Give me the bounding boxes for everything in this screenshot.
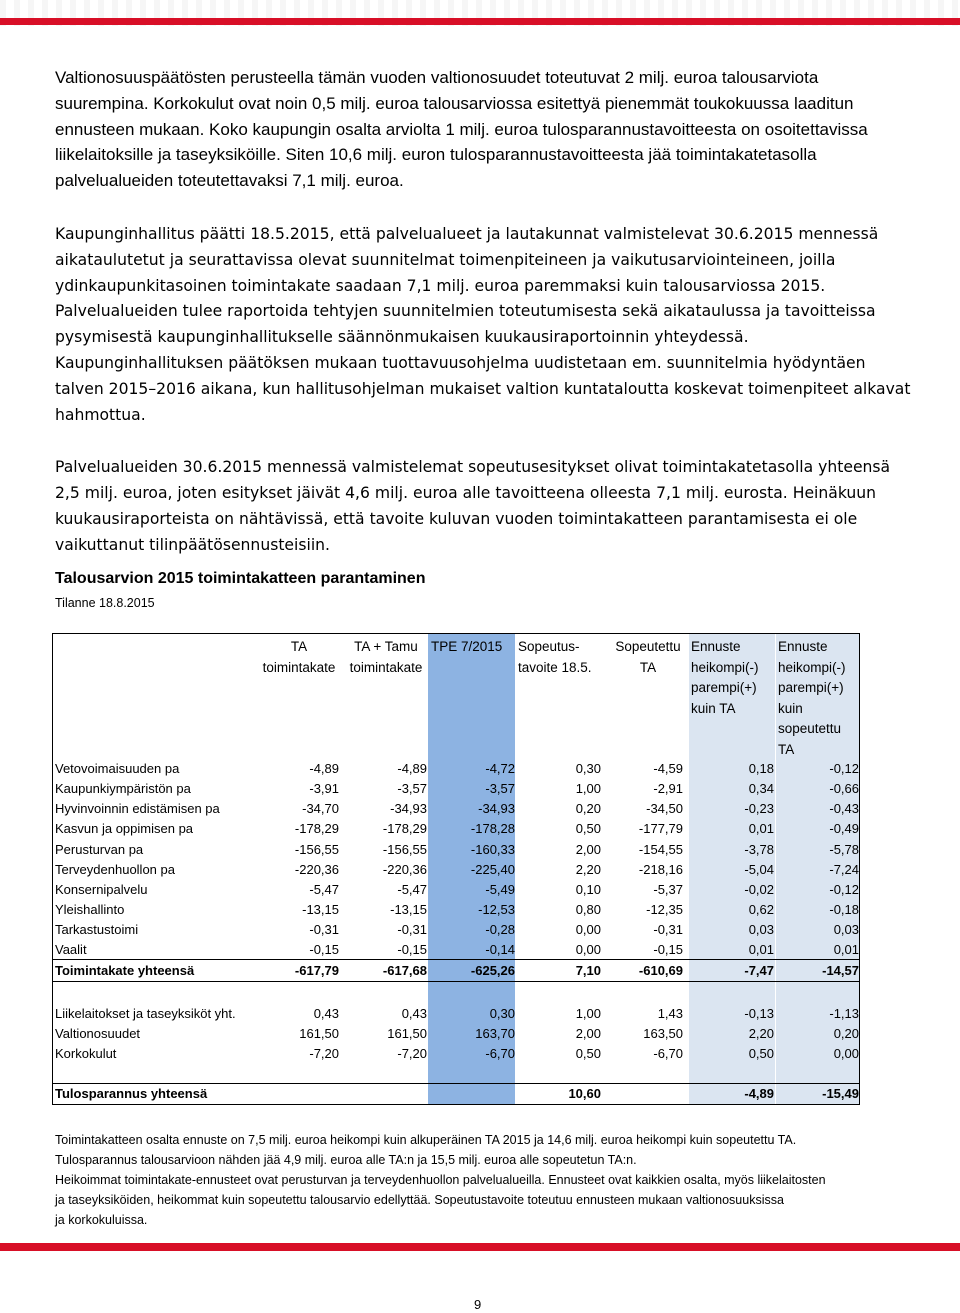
cell-value: -13,15 xyxy=(390,902,427,917)
cell-value: -1,13 xyxy=(829,1006,859,1021)
cell-value: 0,03 xyxy=(833,922,859,937)
table-subtitle: Tilanne 18.8.2015 xyxy=(55,596,155,610)
cell-value: 0,43 xyxy=(401,1006,427,1021)
note-line: Heikoimmat toimintakate-ennusteet ovat perusturvan ja terveydenhuollon palvelualueilla. Ennusteet ovat kaikkien osalta, myös liikelaitosten xyxy=(55,1173,826,1187)
footer-red-stripe xyxy=(0,1243,960,1251)
cell-value: 10,60 xyxy=(568,1086,601,1101)
total-top-line xyxy=(53,959,253,960)
grand-total-row xyxy=(53,1084,859,1104)
column-header-line: Sopeutus- xyxy=(518,639,580,654)
cell-value: -0,43 xyxy=(829,801,859,816)
row-label: Vetovoimaisuuden pa xyxy=(55,761,180,776)
note-line: ja korkokuluissa. xyxy=(55,1213,148,1227)
cell-value: -154,55 xyxy=(638,842,683,857)
cell-value: -13,15 xyxy=(302,902,339,917)
row-label: Toimintakate yhteensä xyxy=(55,963,195,978)
cell-value: -5,47 xyxy=(397,882,427,897)
cell-value: -3,57 xyxy=(485,781,515,796)
table-row xyxy=(53,819,859,839)
header-red-stripe xyxy=(0,18,960,25)
cell-value: 0,50 xyxy=(575,821,601,836)
row-label: Tarkastustoimi xyxy=(55,922,139,937)
row-label: Terveydenhuollon pa xyxy=(55,862,175,877)
cell-value: -160,33 xyxy=(470,842,515,857)
cell-value: -220,36 xyxy=(294,862,339,877)
table-row xyxy=(53,1004,859,1024)
cell-value: -5,49 xyxy=(485,882,515,897)
cell-value: -220,36 xyxy=(382,862,427,877)
cell-value: 0,03 xyxy=(748,922,774,937)
table-row xyxy=(53,940,859,960)
row-label: Tulosparannus yhteensä xyxy=(55,1086,208,1101)
cell-value: -0,13 xyxy=(744,1006,774,1021)
cell-value: -6,70 xyxy=(485,1046,515,1061)
column-header-line: sopeutettu xyxy=(778,721,842,736)
cell-value: 0,30 xyxy=(575,761,601,776)
cell-value: -4,59 xyxy=(653,761,683,776)
cell-value: 2,00 xyxy=(575,842,601,857)
cell-value: 0,34 xyxy=(748,781,774,796)
cell-value: -0,15 xyxy=(397,942,427,957)
cell-value: 0,50 xyxy=(575,1046,601,1061)
table-row xyxy=(53,880,859,900)
column-header-line: kuin TA xyxy=(691,700,736,716)
column-header-line: kuin xyxy=(778,700,803,716)
cell-value: -34,93 xyxy=(390,801,427,816)
cell-value: -0,28 xyxy=(485,922,515,937)
paragraph-sopeutusesitykset: Palvelualueiden 30.6.2015 mennessä valmistelemat sopeutusesitykset olivat toimintakatetasolla yhteensä 2,5 milj. euroa, joten esitykset jäivät 4,6 milj. euroa alle tavoitteena olleesta 7,1 milj. eurosta. Heinäkuun kuukausiraporteista on nähtävissä, että tavoite kuluvan vuoden toimintakatteen parantamisesta ei ole vaikuttanut tilinpäätösennusteisiin. xyxy=(55,458,891,554)
cell-value: 0,80 xyxy=(575,902,601,917)
table-notes xyxy=(55,1130,955,1230)
column-header-line: TA xyxy=(290,639,308,654)
cell-value: -5,78 xyxy=(829,842,859,857)
table-row xyxy=(53,920,859,940)
cell-value: 1,43 xyxy=(657,1006,683,1021)
cell-value: -178,29 xyxy=(294,821,339,836)
cell-value: -5,47 xyxy=(309,882,339,897)
cell-value: -225,40 xyxy=(470,862,515,877)
cell-value: -0,14 xyxy=(485,942,515,957)
cell-value: -178,28 xyxy=(470,821,515,836)
column-header-line: Ennuste xyxy=(778,639,828,654)
cell-value: -7,20 xyxy=(397,1046,427,1061)
table-row xyxy=(53,1024,859,1044)
paragraph-valtionosuudet: Valtionosuuspäätösten perusteella tämän vuoden valtionosuudet toteutuvat 2 milj. euroa talousarviota suurempina. Korkokulut ovat noin 0,5 milj. euroa talousarviossa esitettyä pienemmät toukokuussa laaditun ennusteen mukaan. Koko kaupungin osalta arviolta 1 milj. euroa tulosparannustavoitteesta on osoitettavissa liikelaitoksille ja taseyksiköille. Siten 10,6 milj. euron tulosparannustavoitteesta jää toimintakatetasolla palvelualueiden toteutettavaksi 7,1 milj. euroa. xyxy=(55,68,868,191)
cell-value: -34,50 xyxy=(646,801,683,816)
cell-value: -4,72 xyxy=(485,761,515,776)
cell-value: -218,16 xyxy=(638,862,683,877)
cell-value: -0,31 xyxy=(653,922,683,937)
note-line: Toimintakatteen osalta ennuste on 7,5 milj. euroa heikompi kuin alkuperäinen TA 2015 ja 14,6 milj. euroa heikompi kuin sopeutettu TA. xyxy=(55,1133,797,1147)
cell-value: -610,69 xyxy=(638,963,683,978)
table-row xyxy=(53,860,859,880)
row-label: Perusturvan pa xyxy=(55,842,144,857)
column-header xyxy=(778,637,862,760)
cell-value: -0,15 xyxy=(653,942,683,957)
row-label: Liikelaitokset ja taseyksiköt yht. xyxy=(55,1006,236,1021)
cell-value: -0,12 xyxy=(829,761,859,776)
cell-value: 0,00 xyxy=(575,942,601,957)
cell-value: 1,00 xyxy=(575,781,601,796)
cell-value: -4,89 xyxy=(397,761,427,776)
cell-value: -34,93 xyxy=(478,801,515,816)
cell-value: -177,79 xyxy=(638,821,683,836)
cell-value: -178,29 xyxy=(382,821,427,836)
cell-value: -156,55 xyxy=(294,842,339,857)
cell-value: -0,49 xyxy=(829,821,859,836)
cell-value: -12,35 xyxy=(646,902,683,917)
cell-value: 0,50 xyxy=(748,1046,774,1061)
cell-value: 2,00 xyxy=(575,1026,601,1041)
column-header xyxy=(255,637,343,678)
column-header-line: heikompi(-) xyxy=(691,659,759,675)
table-title: Talousarvion 2015 toimintakatteen parantaminen xyxy=(55,570,426,587)
page-number: 9 xyxy=(474,1297,482,1312)
cell-value: 161,50 xyxy=(299,1026,339,1041)
cell-value: 0,62 xyxy=(748,902,774,917)
row-label: Kaupunkiympäristön pa xyxy=(55,781,191,796)
column-header-line: parempi(+) xyxy=(691,680,757,695)
table-row xyxy=(53,840,859,860)
cell-value: -5,37 xyxy=(653,882,683,897)
cell-value: -617,79 xyxy=(294,963,339,978)
total-row xyxy=(53,961,859,981)
cell-value: -7,47 xyxy=(744,963,774,978)
cell-value: -0,15 xyxy=(309,942,339,957)
table-row xyxy=(53,759,859,779)
cell-value: -6,70 xyxy=(653,1046,683,1061)
cell-value: 161,50 xyxy=(387,1026,427,1041)
column-header-line: Ennuste xyxy=(691,639,741,654)
cell-value: -3,91 xyxy=(309,781,339,796)
cell-value: -3,57 xyxy=(397,781,427,796)
cell-value: -7,24 xyxy=(829,862,859,877)
cell-value: -0,31 xyxy=(397,922,427,937)
column-header xyxy=(518,637,602,678)
cell-value: 0,01 xyxy=(748,821,774,836)
column-header-line: toimintakate xyxy=(262,659,336,675)
column-header-line: parempi(+) xyxy=(778,680,844,695)
column-header-line: Sopeutettu xyxy=(615,639,681,654)
cell-value: 0,20 xyxy=(575,801,601,816)
cell-value: -4,89 xyxy=(309,761,339,776)
cell-value: 2,20 xyxy=(748,1026,774,1041)
column-header-line: tavoite 18.5. xyxy=(518,659,592,675)
cell-value: -15,49 xyxy=(822,1086,859,1101)
row-label: Konsernipalvelu xyxy=(55,882,148,897)
cell-value: 0,01 xyxy=(748,942,774,957)
cell-value: 0,00 xyxy=(833,1046,859,1061)
cell-value: 7,10 xyxy=(575,963,601,978)
cell-value: -0,23 xyxy=(744,801,774,816)
column-header-line: heikompi(-) xyxy=(778,659,846,675)
cell-value: 2,20 xyxy=(575,862,601,877)
column-header-line: toimintakate xyxy=(349,659,423,675)
column-header xyxy=(342,637,430,678)
column-header-line: TPE 7/2015 xyxy=(431,639,503,654)
table-row xyxy=(53,799,859,819)
column-header xyxy=(606,637,690,678)
cell-value: -4,89 xyxy=(744,1086,774,1101)
cell-value: 0,18 xyxy=(748,761,774,776)
cell-value: 0,01 xyxy=(833,942,859,957)
column-header xyxy=(691,637,775,719)
cell-value: -0,02 xyxy=(744,882,774,897)
row-label: Vaalit xyxy=(55,942,87,957)
cell-value: 0,43 xyxy=(313,1006,339,1021)
note-line: Tulosparannus talousarvioon nähden jää 4,9 milj. euroa alle TA:n ja 15,5 milj. euroa alle sopeutetun TA:n. xyxy=(55,1153,637,1167)
cell-value: 1,00 xyxy=(575,1006,601,1021)
cell-value: -5,04 xyxy=(744,862,774,877)
cell-value: 163,70 xyxy=(475,1026,515,1041)
cell-value: -2,91 xyxy=(653,781,683,796)
total-separator xyxy=(253,959,859,960)
cell-value: -34,70 xyxy=(302,801,339,816)
cell-value: 0,10 xyxy=(575,882,601,897)
total-bottom-line xyxy=(53,981,859,982)
cell-value: -0,31 xyxy=(309,922,339,937)
row-label: Hyvinvoinnin edistämisen pa xyxy=(55,801,220,816)
column-header xyxy=(431,637,515,658)
cell-value: 163,50 xyxy=(643,1026,683,1041)
header-band xyxy=(0,0,960,26)
cell-value: 0,20 xyxy=(833,1026,859,1041)
cell-value: -0,66 xyxy=(829,781,859,796)
budget-table xyxy=(52,633,860,1105)
cell-value: -12,53 xyxy=(478,902,515,917)
table-row xyxy=(53,900,859,920)
cell-value: -0,12 xyxy=(829,882,859,897)
cell-value: -3,78 xyxy=(744,842,774,857)
cell-value: 0,30 xyxy=(489,1006,515,1021)
row-label: Yleishallinto xyxy=(55,902,125,917)
column-header-line: TA xyxy=(778,741,795,757)
cell-value: -7,20 xyxy=(309,1046,339,1061)
row-label: Kasvun ja oppimisen pa xyxy=(55,821,194,836)
cell-value: -625,26 xyxy=(470,963,515,978)
cell-value: -156,55 xyxy=(382,842,427,857)
table-row xyxy=(53,779,859,799)
cell-value: 0,00 xyxy=(575,922,601,937)
row-label: Valtionosuudet xyxy=(55,1026,141,1041)
paragraph-kaupunginhallitus: Kaupunginhallitus päätti 18.5.2015, että palvelualueet ja lautakunnat valmistelevat 30.6.2015 mennessä aikataulutetut ja seurattavissa olevat suunnitelmat toimenpiteineen ja vaikutusarviointeineen, joilla ydinkaupunkitasoinen toimintakate saadaan 7,1 milj. euroa paremmaksi kuin talousarviossa 2015. Palvelualueiden tulee raportoida tehtyjen suunnitelmien toteutumisesta sekä aikataulussa ja tavoitteissa pysymisestä kaupunginhallitukselle säännönmukaisen kuukausiraportoinnin yhteydessä. Kaupunginhallituksen päätöksen mukaan tuottavuusohjelma uudistetaan em. suunnitelmia hyödyntäen talven 2015–2016 aikana, kun hallitusohjelman mukaiset valtion kuntataloutta koskevat toimenpiteet alkavat hahmottua. xyxy=(55,225,911,424)
column-header-line: TA xyxy=(639,659,657,675)
note-line: ja taseyksiköiden, heikommat kuin sopeutettu talousarvio edellyttää. Sopeutustavoite toteutuu ennusteen mukaan valtionosuuksissa xyxy=(55,1193,784,1207)
cell-value: -0,18 xyxy=(829,902,859,917)
cell-value: -617,68 xyxy=(382,963,427,978)
row-label: Korkokulut xyxy=(55,1046,117,1061)
column-header-line: TA + Tamu xyxy=(354,639,418,654)
table-row xyxy=(53,1044,859,1064)
cell-value: -14,57 xyxy=(822,963,859,978)
